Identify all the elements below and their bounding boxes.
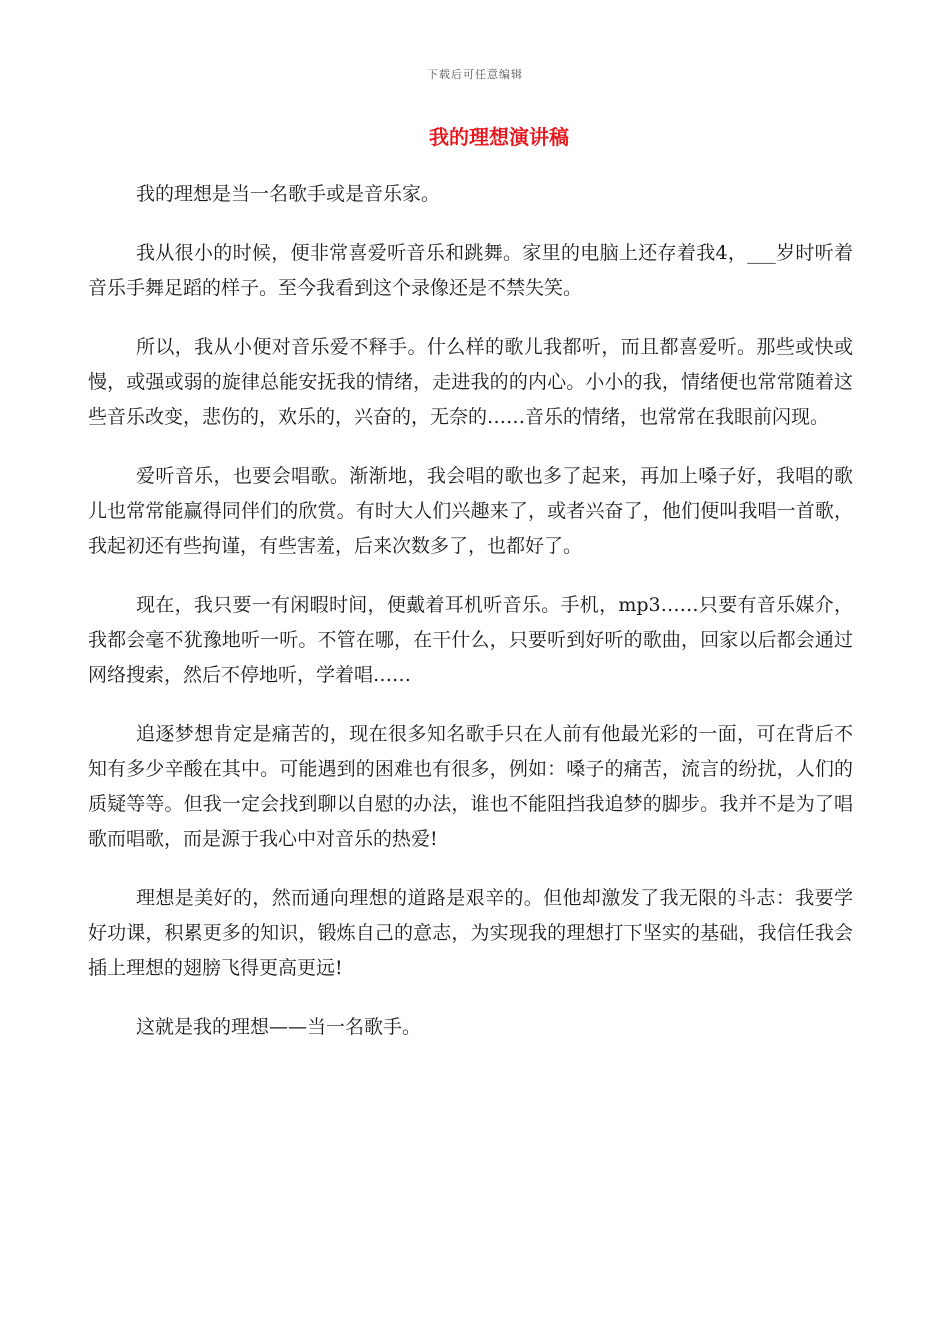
document-title: 我的理想演讲稿 <box>429 125 569 149</box>
paragraph-7: 理想是美好的，然而通向理想的道路是艰辛的。但他却激发了我无限的斗志：我要学好功课，积累更多的知识，锻炼自己的意志，为实现我的理想打下坚实的基础，我信任我会插上理想的翅膀飞得更高更远! <box>88 887 853 979</box>
paragraph-3: 所以，我从小便对音乐爱不释手。什么样的歌儿我都听，而且都喜爱听。那些或快或慢，或强或弱的旋律总能安抚我的情绪，走进我的的内心。小小的我，情绪便也常常随着这些音乐改变，悲伤的，欢乐的，兴奋的，无奈的……音乐的情绪，也常常在我眼前闪现。 <box>88 336 853 428</box>
header-note: 下载后可任意编辑 <box>427 68 523 81</box>
document-body <box>88 177 853 1069</box>
paragraph-1: 我的理想是当一名歌手或是音乐家。 <box>136 183 441 205</box>
paragraph-8: 这就是我的理想——当一名歌手。 <box>136 1016 422 1038</box>
paragraph-4: 爱听音乐，也要会唱歌。渐渐地，我会唱的歌也多了起来，再加上嗓子好，我唱的歌儿也常常能赢得同伴们的欣赏。有时大人们兴趣来了，或者兴奋了，他们便叫我唱一首歌，我起初还有些拘谨，有些害羞，后来次数多了，也都好了。 <box>88 465 853 557</box>
paragraph-2: 我从很小的时候，便非常喜爱听音乐和跳舞。家里的电脑上还存着我4，___岁时听着音乐手舞足蹈的样子。至今我看到这个录像还是不禁失笑。 <box>88 242 853 299</box>
paragraph-6: 追逐梦想肯定是痛苦的，现在很多知名歌手只在人前有他最光彩的一面，可在背后不知有多少辛酸在其中。可能遇到的困难也有很多，例如：嗓子的痛苦，流言的纷扰，人们的质疑等等。但我一定会找到聊以自慰的办法，谁也不能阻挡我追梦的脚步。我并不是为了唱歌而唱歌，而是源于我心中对音乐的热爱! <box>88 723 853 850</box>
paragraph-5: 现在，我只要一有闲暇时间，便戴着耳机听音乐。手机，mp3……只要有音乐媒介，我都会毫不犹豫地听一听。不管在哪，在干什么，只要听到好听的歌曲，回家以后都会通过网络搜索，然后不停地听，学着唱…… <box>88 594 853 686</box>
